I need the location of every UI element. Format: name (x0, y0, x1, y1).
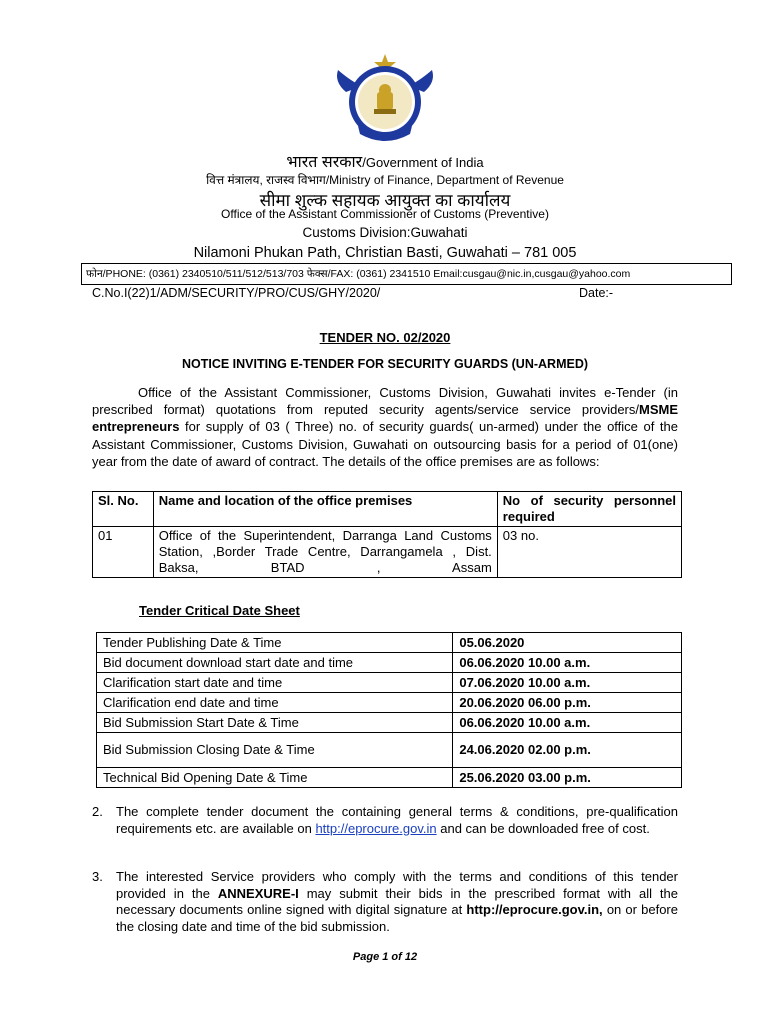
intro-text-2: for supply of 03 ( Three) no. of security guards( un-armed) under the office of the Assistant Commissioner, Customs Division, Guwahati on outsourcing basis for a period of 01(one) year from the date of award of contract. The details of the office premises are as follows: (92, 419, 678, 469)
header-ministry: वित्त मंत्रालय, राजस्व विभाग/Ministry of Finance, Department of Revenue (206, 173, 564, 187)
date-label-cell: Bid document download start date and time (97, 653, 453, 673)
reference-number: C.No.I(22)1/ADM/SECURITY/PRO/CUS/GHY/2020/ (92, 286, 381, 300)
header-address: Nilamoni Phukan Path, Christian Basti, Guwahati – 781 005 (193, 245, 577, 261)
date-value-cell: 06.06.2020 10.00 a.m. (453, 713, 682, 733)
premises-header-count: No of security personnel required (497, 492, 681, 527)
list-item (92, 869, 678, 935)
item-text: on or before the closing date and time of the bid submission. (116, 902, 678, 934)
date-label-cell: Tender Publishing Date & Time (97, 633, 453, 653)
critical-date-title: Tender Critical Date Sheet (139, 603, 300, 618)
premises-cell-sl: 01 (93, 527, 154, 578)
table-row (97, 693, 682, 713)
critical-date-table (96, 632, 682, 788)
header-government-hindi: भारत सरकार (286, 154, 363, 171)
table-row (93, 527, 682, 578)
date-value-cell: 07.06.2020 10.00 a.m. (453, 673, 682, 693)
item-text: The interested Service providers who comply with the terms and conditions of this tender provided in the (116, 869, 678, 901)
header-office-english: Office of the Assistant Commissioner of Customs (Preventive) (221, 207, 549, 221)
date-label-cell: Bid Submission Closing Date & Time (97, 733, 453, 768)
table-row (97, 633, 682, 653)
date-label: Date:- (579, 286, 614, 300)
header-government-english: /Government of India (362, 155, 484, 170)
item-number: 2. (92, 804, 103, 819)
table-row (97, 713, 682, 733)
header-office-hindi: सीमा शुल्क सहायक आयुक्त का कार्यालय (259, 191, 511, 210)
date-label-cell: Clarification start date and time (97, 673, 453, 693)
eprocure-link[interactable]: http://eprocure.gov.in (315, 820, 437, 836)
table-row (97, 768, 682, 788)
customs-emblem-icon (332, 52, 438, 148)
table-row (97, 733, 682, 768)
date-value-cell: 25.06.2020 03.00 p.m. (453, 768, 682, 788)
premises-table (92, 491, 682, 578)
date-label-cell: Technical Bid Opening Date & Time (97, 768, 453, 788)
table-row (97, 673, 682, 693)
premises-header-sl: Sl. No. (93, 492, 154, 527)
premises-cell-count: 03 no. (497, 527, 681, 578)
contact-box: फोन/PHONE: (0361) 2340510/511/512/513/703 फेक्स/FAX: (0361) 2341510 Email:cusgau@nic.in,cusgau@yahoo.com (81, 263, 732, 285)
item-text: may submit their bids in the prescribed format with all the necessary documents online signed with digital signature at (116, 885, 678, 917)
annexure-bold: ANNEXURE-I (217, 885, 299, 901)
intro-paragraph (92, 384, 678, 470)
intro-text-1: Office of the Assistant Commissioner, Customs Division, Guwahati invites e-Tender (in prescribed format) quotations from reputed security agents/service service providers/ (92, 385, 678, 418)
premises-header-row (93, 492, 682, 527)
notice-title: NOTICE INVITING E-TENDER FOR SECURITY GUARDS (UN-ARMED) (181, 357, 589, 371)
date-value-cell: 06.06.2020 10.00 a.m. (453, 653, 682, 673)
intro-bold: MSME entrepreneurs (92, 402, 678, 435)
premises-cell-name: Office of the Superintendent, Darranga Land Customs Station, ,Border Trade Centre, Darrangamela , Dist. Baksa, BTAD , Assam (153, 527, 497, 578)
date-label-cell: Clarification end date and time (97, 693, 453, 713)
list-item (92, 804, 678, 837)
table-row (97, 653, 682, 673)
date-value-cell: 24.06.2020 02.00 p.m. (453, 733, 682, 768)
page-number: Page 1 of 12 (352, 951, 418, 963)
date-label-cell: Bid Submission Start Date & Time (97, 713, 453, 733)
tender-number: TENDER NO. 02/2020 (319, 330, 451, 345)
date-value-cell: 20.06.2020 06.00 p.m. (453, 693, 682, 713)
header-division: Customs Division:Guwahati (302, 225, 468, 240)
item-number: 3. (92, 869, 103, 884)
eprocure-bold: http://eprocure.gov.in, (466, 902, 603, 917)
date-value-cell: 05.06.2020 (453, 633, 682, 653)
item-text: and can be downloaded free of cost. (436, 820, 650, 836)
premises-header-name: Name and location of the office premises (153, 492, 497, 527)
item-text: The complete tender document the containing general terms & conditions, pre-qualification requirements etc. are available on (116, 804, 678, 836)
header-government (0, 150, 770, 172)
